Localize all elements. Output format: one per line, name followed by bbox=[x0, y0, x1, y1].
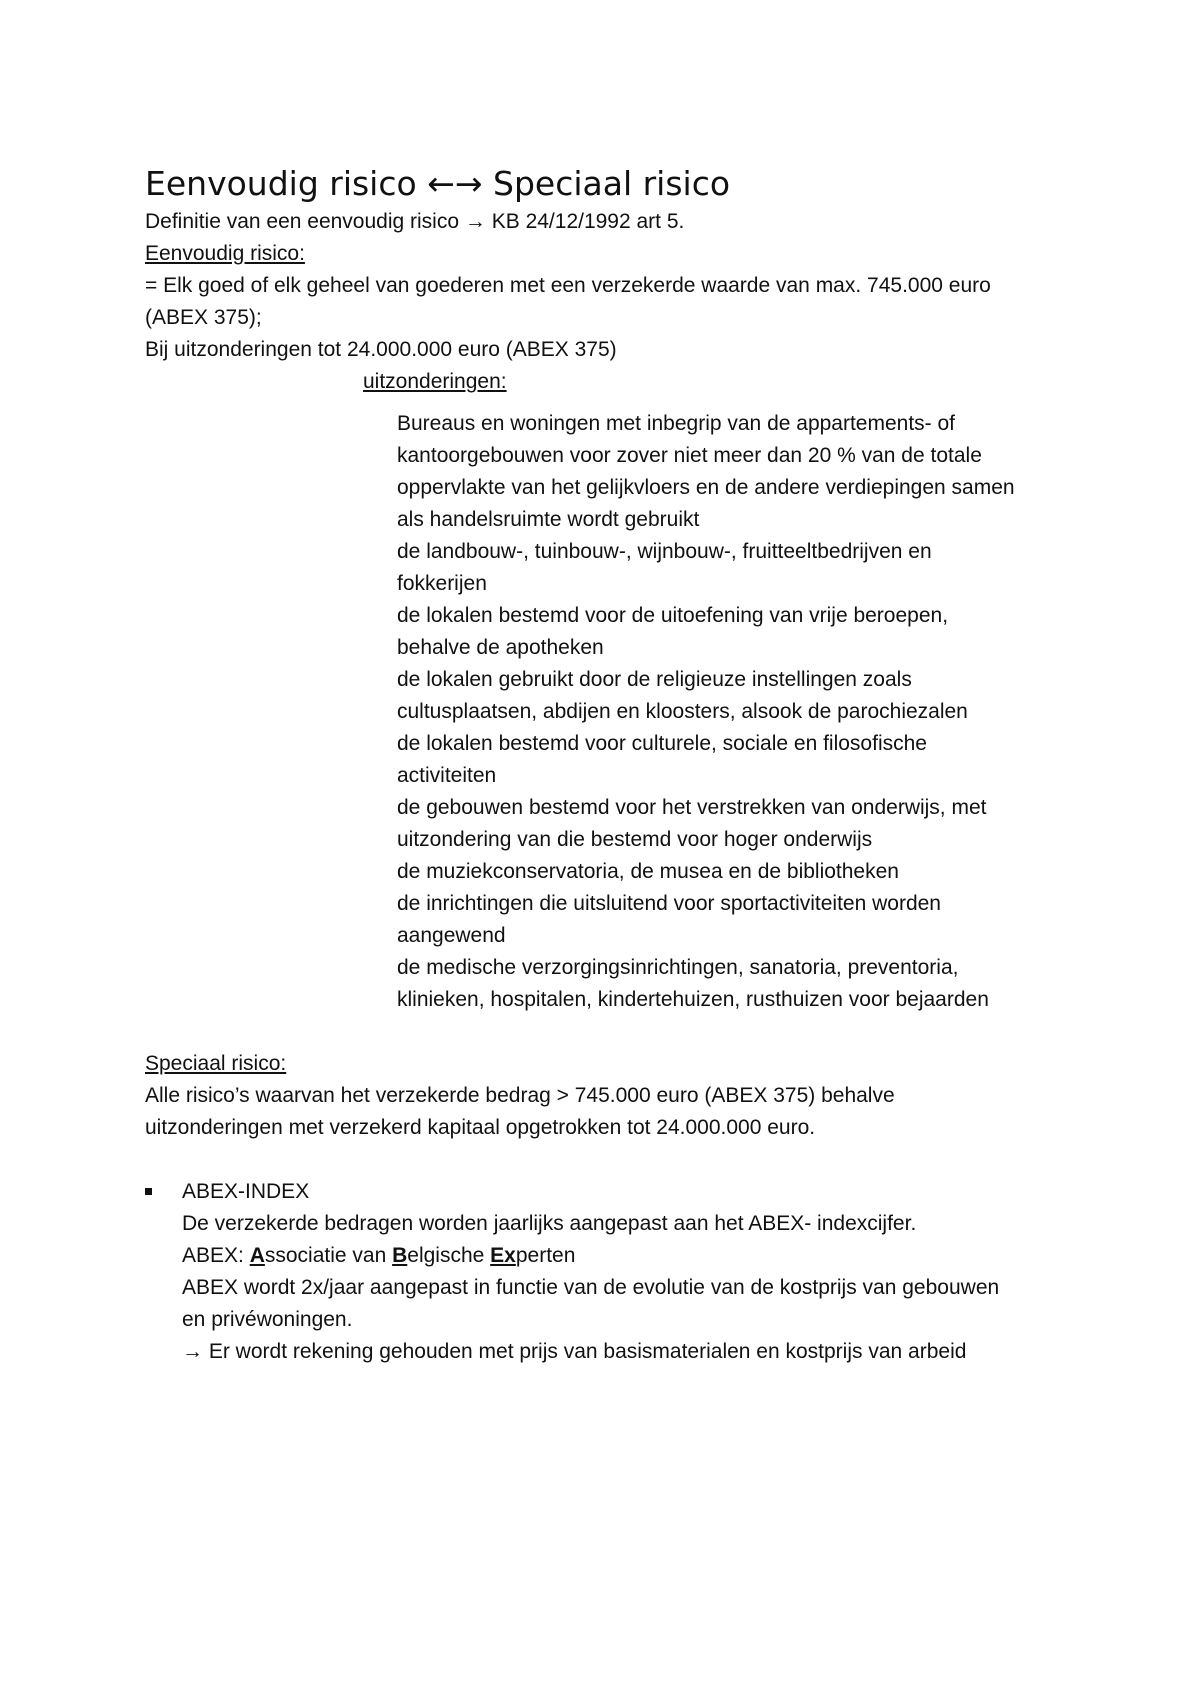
speciaal-line-2: uitzonderingen met verzekerd kapitaal opgetrokken tot 24.000.000 euro. bbox=[145, 1116, 816, 1139]
eenvoudig-heading: Eenvoudig risico: bbox=[145, 242, 305, 265]
exception-line: kantoorgebouwen voor zover niet meer dan 20 % van de totale bbox=[397, 444, 982, 467]
abex-acronym-a: A bbox=[249, 1244, 265, 1267]
exception-line: oppervlakte van het gelijkvloers en de andere verdiepingen samen bbox=[397, 476, 1015, 499]
abex-acronym-ex: Ex bbox=[490, 1244, 516, 1267]
abex-acronym-b-rest: elgische bbox=[407, 1244, 491, 1267]
exception-line: behalve de apotheken bbox=[397, 636, 604, 659]
exception-line: de gebouwen bestemd voor het verstrekken van onderwijs, met bbox=[397, 796, 987, 819]
exception-line: aangewend bbox=[397, 924, 506, 947]
double-arrow-icon: ←→ bbox=[427, 164, 483, 203]
abex-conclusion: Er wordt rekening gehouden met prijs van basismaterialen en kostprijs van arbeid bbox=[208, 1340, 967, 1363]
exception-line: de lokalen bestemd voor culturele, sociale en filosofische bbox=[397, 732, 927, 755]
abex-line-4: en privéwoningen. bbox=[182, 1308, 353, 1331]
spacer bbox=[145, 1144, 1105, 1176]
right-arrow-icon: → bbox=[182, 1340, 203, 1363]
abex-acronym-line bbox=[182, 1240, 1105, 1272]
title-left: Eenvoudig risico bbox=[145, 164, 417, 203]
exceptions-list bbox=[145, 408, 1105, 1016]
page-title bbox=[145, 162, 1105, 206]
exception-line: als handelsruimte wordt gebruikt bbox=[397, 508, 700, 531]
exception-line: de lokalen gebruikt door de religieuze instellingen zoals bbox=[397, 668, 912, 691]
abex-heading: ABEX-INDEX bbox=[182, 1180, 310, 1203]
exception-line: Bureaus en woningen met inbegrip van de appartements- of bbox=[397, 412, 956, 435]
title-right: Speciaal risico bbox=[493, 164, 731, 203]
right-arrow-icon: → bbox=[464, 210, 486, 233]
eenvoudig-line-3: Bij uitzonderingen tot 24.000.000 euro (ABEX 375) bbox=[145, 338, 617, 361]
definition-line bbox=[145, 206, 1105, 238]
abex-line-1: De verzekerde bedragen worden jaarlijks aangepast aan het ABEX- indexcijfer. bbox=[182, 1212, 917, 1235]
eenvoudig-line-1: = Elk goed of elk geheel van goederen met een verzekerde waarde van max. 745.000 euro bbox=[145, 274, 991, 297]
exception-line: de lokalen bestemd voor de uitoefening van vrije beroepen, bbox=[397, 604, 949, 627]
abex-acronym-prefix: ABEX: bbox=[182, 1244, 250, 1267]
exception-line: uitzondering van die bestemd voor hoger onderwijs bbox=[397, 828, 873, 851]
abex-acronym-a-rest: ssociatie van bbox=[264, 1244, 393, 1267]
exceptions-heading: uitzonderingen: bbox=[363, 370, 507, 393]
eenvoudig-line-2: (ABEX 375); bbox=[145, 306, 262, 329]
exception-line: fokkerijen bbox=[397, 572, 487, 595]
square-bullet-icon bbox=[145, 1188, 152, 1195]
abex-line-3: ABEX wordt 2x/jaar aangepast in functie van de evolutie van de kostprijs van gebouwen bbox=[182, 1276, 1000, 1299]
definition-text: Definitie van een eenvoudig risico bbox=[145, 210, 460, 233]
abex-acronym-ex-rest: perten bbox=[515, 1244, 576, 1267]
definition-reference: KB 24/12/1992 art 5. bbox=[491, 210, 685, 233]
exception-line: de medische verzorgingsinrichtingen, sanatoria, preventoria, bbox=[397, 956, 959, 979]
exception-line: klinieken, hospitalen, kindertehuizen, rusthuizen voor bejaarden bbox=[397, 988, 989, 1011]
speciaal-line-1: Alle risico’s waarvan het verzekerde bedrag > 745.000 euro (ABEX 375) behalve bbox=[145, 1084, 895, 1107]
abex-acronym-b: B bbox=[392, 1244, 408, 1267]
abex-bullet-item bbox=[145, 1176, 1105, 1368]
spacer bbox=[145, 1016, 1105, 1048]
exception-line: de muziekconservatoria, de musea en de bibliotheken bbox=[397, 860, 899, 883]
exception-line: cultusplaatsen, abdijen en kloosters, alsook de parochiezalen bbox=[397, 700, 968, 723]
abex-conclusion-line bbox=[182, 1336, 1105, 1368]
speciaal-heading: Speciaal risico: bbox=[145, 1052, 287, 1075]
document-content bbox=[145, 162, 1105, 1368]
exception-line: de landbouw-, tuinbouw-, wijnbouw-, fruitteeltbedrijven en bbox=[397, 540, 932, 563]
exception-line: activiteiten bbox=[397, 764, 497, 787]
exception-line: de inrichtingen die uitsluitend voor sportactiviteiten worden bbox=[397, 892, 941, 915]
exceptions-heading-row bbox=[145, 366, 1105, 398]
